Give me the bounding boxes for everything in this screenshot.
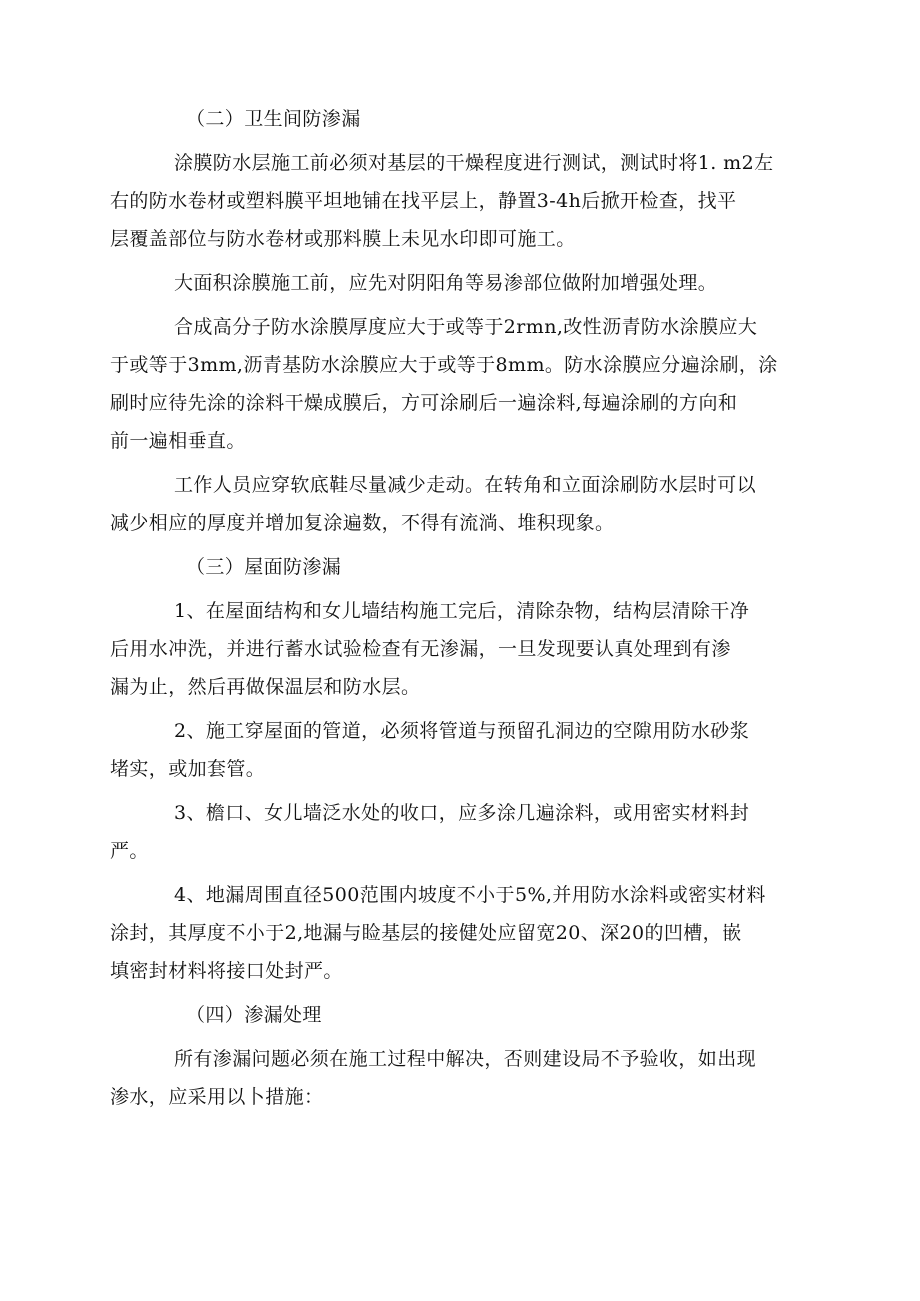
text-line: 填密封材料将接口处封严。	[110, 960, 343, 982]
text-line: 刷时应待先涂的涂料干燥成膜后，方可涂刷后一遍涂料,每遍涂刷的方向和	[110, 392, 738, 414]
document-page	[110, 100, 810, 1122]
section-heading: （二）卫生间防渗漏	[186, 108, 361, 130]
paragraph	[110, 876, 810, 990]
text-line: 合成高分子防水涂膜厚度应大于或等于2rmn,改性沥青防水涂膜应大	[174, 316, 758, 338]
text-line: 工作人员应穿软底鞋尽量减少走动。在转角和立面涂刷防水层时可以	[174, 474, 757, 496]
text-line: 大面积涂膜施工前，应先对阴阳角等易渗部位做附加增强处理。	[174, 272, 718, 294]
paragraph	[110, 592, 810, 706]
text-line: 漏为止，然后再做保温层和防水层。	[110, 676, 421, 698]
section-heading: （四）渗漏处理	[186, 1004, 322, 1026]
text-line: 涂封，其厚度不小于2,地漏与睑基层的接健处应留宽20、深20的凹槽，嵌	[110, 922, 742, 944]
text-line: 3、檐口、女儿墙泛水处的收口，应多涂几遍涂料，或用密实材料封	[174, 802, 750, 824]
text-line: 1、在屋面结构和女儿墙结构施工完后，清除杂物，结构层清除干净	[174, 600, 750, 622]
text-line: 所有渗漏问题必须在施工过程中解决，否则建设局不予验收，如出现	[174, 1048, 757, 1070]
text-line: 前一遍相垂直。	[110, 430, 246, 452]
text-line: 减少相应的厚度并增加复涂遍数，不得有流淌、堆积现象。	[110, 512, 615, 534]
paragraph	[110, 308, 810, 460]
section-heading: （三）屋面防渗漏	[186, 556, 342, 578]
paragraph	[110, 794, 810, 870]
paragraph	[110, 264, 810, 302]
text-line: 右的防水卷材或塑料膜平坦地铺在找平层上，静置3-4h后掀开检查，找平	[110, 190, 737, 212]
text-line: 层覆盖部位与防水卷材或那料膜上未见水印即可施工。	[110, 228, 576, 250]
text-line: 堵实，或加套管。	[110, 758, 266, 780]
text-line: 涂膜防水层施工前必须对基层的干燥程度进行测试，测试时将1. m2左	[174, 152, 774, 174]
paragraph	[110, 1040, 810, 1116]
text-line: 后用水冲洗，并进行蓄水试验检查有无渗漏，一旦发现要认真处理到有渗	[110, 638, 731, 660]
text-line: 4、地漏周围直径500范围内坡度不小于5%,并用防水涂料或密实材料	[174, 884, 766, 906]
text-line: 渗水，应采用以卜措施：	[110, 1086, 324, 1108]
text-line: 于或等于3mm,沥青基防水涂膜应大于或等于8mm。防水涂膜应分遍涂刷，涂	[110, 354, 778, 376]
paragraph	[110, 144, 810, 258]
text-line: 严。	[110, 840, 149, 862]
text-line: 2、施工穿屋面的管道，必须将管道与预留孔洞边的空隙用防水砂浆	[174, 720, 750, 742]
paragraph	[110, 712, 810, 788]
paragraph	[110, 466, 810, 542]
